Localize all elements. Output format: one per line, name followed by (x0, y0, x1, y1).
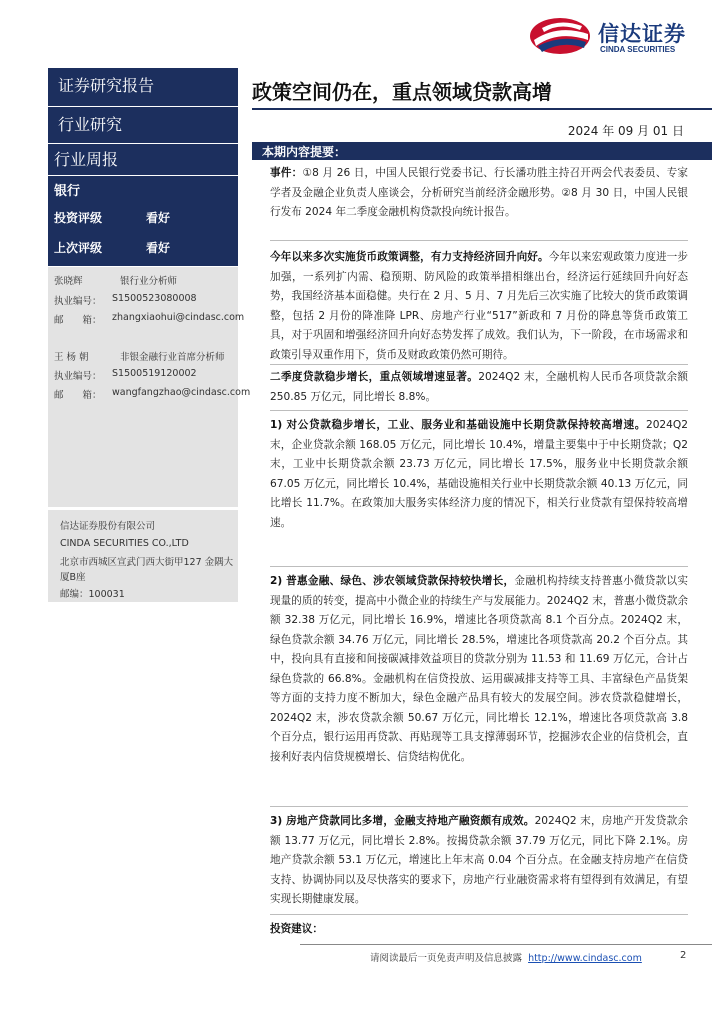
footer-rule (300, 944, 712, 945)
analyst-role: 非银金融行业首席分析师 (120, 352, 225, 363)
paragraph-heading: 1) 对公贷款稳步增长，工业、服务业和基础设施中长期贷款保持较高增速。 (270, 419, 646, 431)
rating-value: 看好 (146, 211, 171, 225)
paragraph-heading: 今年以来多次实施货币政策调整，有力支持经济回升向好。 (270, 251, 549, 263)
paragraph-heading: 二季度贷款稳步增长，重点领域增速显著。 (270, 371, 479, 383)
analyst-email-label: 邮 箱： (54, 315, 102, 326)
paragraph-heading: 投资建议： (270, 923, 323, 935)
analyst-cert-label: 执业编号： (54, 296, 102, 307)
paragraph-heading: 3) 房地产贷款同比多增，金融支持地产融资颇有成效。 (270, 815, 535, 827)
report-date: 2024 年 09 月 01 日 (567, 124, 684, 138)
company-name-cn: 信达证券股份有限公司 (60, 521, 156, 532)
paragraph-corporate (270, 416, 688, 533)
analyst-email[interactable]: zhangxiaohui@cindasc.com (112, 312, 245, 323)
section-divider (270, 240, 688, 241)
paragraph-heading: 事件： (270, 167, 303, 179)
paragraph-event (270, 164, 688, 223)
sidebar-rating-block (48, 176, 238, 266)
subcategory-label: 行业周报 (54, 150, 119, 169)
report-type-label: 证券研究报告 (58, 76, 155, 95)
analyst-email[interactable]: wangfangzhao@cindasc.com (112, 387, 251, 398)
analyst-cert-label: 执业编号： (54, 371, 102, 382)
section-divider (270, 566, 688, 567)
company-address: 北京市西城区宣武门西大街甲127 金隅大厦B座 (60, 557, 234, 583)
category-label: 行业研究 (58, 115, 123, 134)
footer-disclaimer: 请阅读最后一页免责声明及信息披露 (370, 953, 523, 964)
summary-label: 本期内容提要： (262, 145, 347, 159)
analyst-name: 张晓辉 (54, 276, 83, 287)
prev-rating-label: 上次评级 (54, 241, 103, 255)
analyst-role: 银行业分析师 (120, 276, 178, 287)
analyst-box (48, 267, 251, 507)
paragraph-body: 2024Q2 末，全融机构人民币各项贷款余额 250.85 万亿元，同比增长 8.8%。 (270, 371, 689, 403)
prev-rating-value: 看好 (146, 241, 171, 255)
paragraph-policy (270, 248, 688, 365)
section-divider (270, 410, 688, 411)
paragraph-advice (270, 920, 688, 940)
title-rule (252, 108, 712, 110)
analyst-name: 王 杨 朝 (54, 352, 89, 363)
brand-name-en: CINDA SECURITIES (600, 45, 676, 54)
industry-label: 银行 (54, 184, 81, 199)
rating-label: 投资评级 (54, 211, 103, 225)
paragraph-body: 今年以来宏观政策力度进一步加强，一系列扩内需、稳预期、防风险的政策举措相继出台，经济运行延续回升向好态势，我国经济基本面稳健。央行在 2 月、5 月、7 月先后三次实施了比较大的货币政策调整，包括 2 月份的降准降 LPR、房地产行业“517”新政和 7 月份的降息等货币政策工具，对于巩固和增强经济回升向好态势发挥了成效。我们认为，下一阶段，在市场需求和政策引导双重作用下，货币及财政政策仍然可期待。 (270, 251, 688, 361)
cinda-logo (528, 14, 708, 58)
company-name-en: CINDA SECURITIES CO.,LTD (60, 538, 189, 549)
section-divider (270, 806, 688, 807)
sidebar-subcategory (48, 144, 238, 175)
paragraph-inclusive (270, 572, 688, 767)
paragraph-body: ①8 月 26 日，中国人民银行党委书记、行长潘功胜主持召开两会代表委员、专家学者及金融企业负责人座谈会，分析研究当前经济金融形势。②8 月 30 日，中国人民银行发布 2024 年二季度金融机构贷款投向统计报告。 (270, 167, 688, 218)
page-number: 2 (680, 950, 687, 961)
analyst-cert: S1500519120002 (112, 368, 197, 379)
paragraph-body: 2024Q2 末，房地产开发贷款余额 13.77 万亿元，同比增长 2.8%。按揭贷款余额 37.79 万亿元，同比下降 2.1%。房地产贷款余额 53.1 万亿元，增速比上年末高 0.04 个百分点。在金融支持房地产在信贷支持、协调协同以及尽快落实的要求下，房地产行业融资需求将有望得到有效满足，有望实现长期健康发展。 (270, 815, 688, 905)
company-postcode: 邮编：100031 (60, 589, 125, 600)
company-box (48, 510, 238, 602)
sidebar-report-type (48, 68, 238, 106)
paragraph-body: 金融机构持续支持普惠小微贷款以实现量的质的转变，提高中小微企业的持续生产与发展能力。2024Q2 末，普惠小微贷款余额 32.38 万亿元，同比增长 16.9%，增速比各项贷款高 8.1 个百分点。2024Q2 末，绿色贷款余额 34.76 万亿元，同比增长 28.5%，增速比各项贷款高 20.2 个百分点。其中，投向具有直接和间接碳减排效益项目的贷款分别为 11.53 和 11.69 万亿元，合计占绿色贷款的 66.8%。金融机构在信贷投放、运用碳减排支持等工具、丰富绿色产品货架等方面的支持力度不断加大，绿色金融产品具有较大的发展空间。涉农贷款稳健增长，2024Q2 末，涉农贷款余额 50.67 万亿元，同比增长 12.1%，增速比各项贷款高 3.8 个百分点，银行运用再贷款、再贴现等工具支撑薄弱环节，挖掘涉农企业的信贷机会，直接利好表内信贷规模增长、信贷结构优化。 (270, 575, 688, 763)
paragraph-heading: 2) 普惠金融、绿色、涉农领域贷款保持较快增长， (270, 575, 515, 587)
paragraph-loans (270, 368, 688, 407)
sidebar-category (48, 107, 238, 143)
paragraph-property (270, 812, 688, 910)
footer-url-link[interactable]: http://www.cindasc.com (528, 953, 642, 964)
analyst-cert: S1500523080008 (112, 293, 197, 304)
page-title: 政策空间仍在，重点领域贷款高增 (252, 80, 552, 104)
analyst-email-label: 邮 箱： (54, 390, 102, 401)
section-divider (270, 914, 688, 915)
brand-name-cn: 信达证券 (598, 22, 686, 46)
footer (370, 950, 642, 964)
section-divider (270, 364, 688, 365)
cinda-emblem-icon (528, 14, 592, 58)
paragraph-body: 2024Q2 末，企业贷款余额 168.05 万亿元，同比增长 10.4%，增量主要集中于中长期贷款；Q2 末，工业中长期贷款余额 23.73 万亿元，同比增长 17.5%，服务业中长期贷款余额 67.05 万亿元，同比增长 10.4%，基础设施相关行业中长期贷款余额 40.13 万亿元，同比增长 11.7%。在政策加大服务实体经济力度的情况下，相关行业贷款有望保持较高增速。 (270, 419, 688, 529)
